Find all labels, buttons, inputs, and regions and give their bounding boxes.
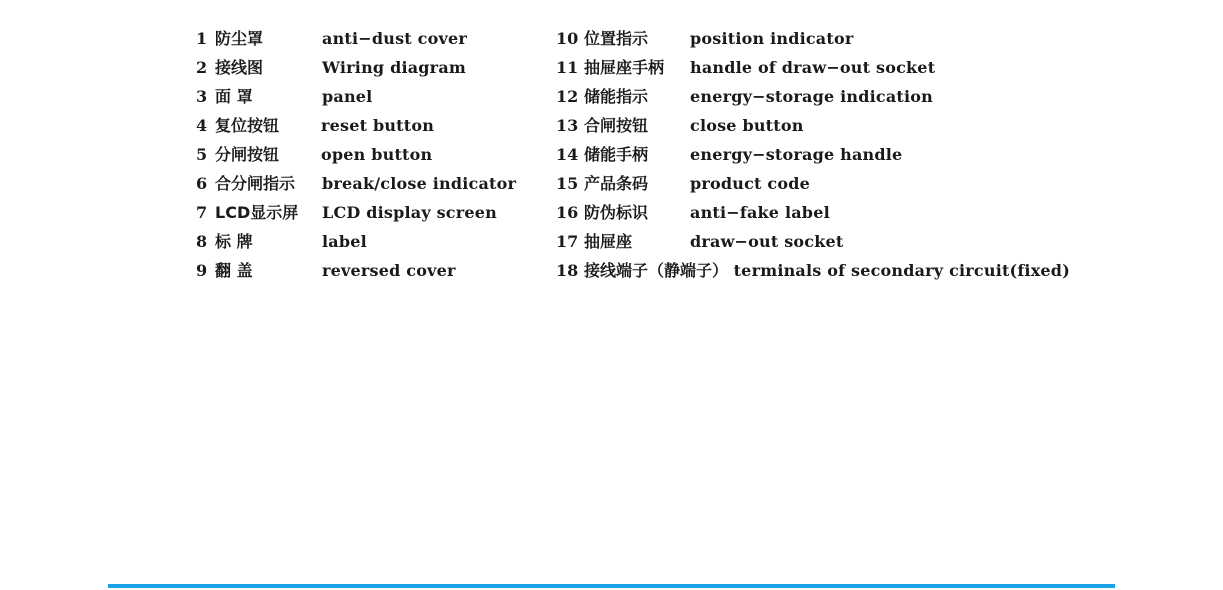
- item-chinese-label: 防伪标识: [584, 203, 649, 222]
- item-label-wrap: [584, 256, 1070, 285]
- item-number: 8: [196, 232, 208, 251]
- item-number: 15: [556, 174, 579, 193]
- item-chinese-label: 接线图: [215, 58, 264, 77]
- item-number: 2: [196, 58, 208, 77]
- footer-divider-line: [108, 584, 1115, 588]
- item-chinese-label: 产品条码: [584, 174, 649, 193]
- item-number: 9: [196, 261, 208, 280]
- item-number: 13: [556, 116, 579, 135]
- item-chinese-label: 分闸按钮: [215, 145, 280, 164]
- item-chinese-label: 合分闸指示: [215, 174, 296, 193]
- item-chinese-label: 接线端子（静端子）: [584, 261, 729, 280]
- item-chinese-label: 翻 盖: [215, 261, 253, 280]
- item-chinese-label: 防尘罩: [215, 29, 264, 48]
- item-english-label: anti−fake label: [690, 203, 830, 222]
- item-number: 18: [556, 261, 579, 280]
- item-chinese-label: 标 牌: [215, 232, 253, 251]
- item-english-label: product code: [690, 174, 810, 193]
- item-number: 10: [556, 29, 579, 48]
- item-english-label: open button: [321, 145, 433, 164]
- item-number: 4: [196, 116, 208, 135]
- item-english-label: label: [322, 232, 367, 251]
- item-chinese-label: 储能手柄: [584, 145, 649, 164]
- item-number: 14: [556, 145, 579, 164]
- item-chinese-label: 抽屉座手柄: [584, 58, 665, 77]
- item-english-label: LCD display screen: [322, 203, 497, 222]
- item-number: 5: [196, 145, 208, 164]
- item-english-label: close button: [690, 116, 804, 135]
- item-chinese-label: 抽屉座: [584, 232, 633, 251]
- item-chinese-label: 面 罩: [215, 87, 253, 106]
- item-english-label: energy−storage handle: [690, 145, 903, 164]
- item-english-label: terminals of secondary circuit(fixed): [733, 261, 1070, 280]
- item-english-label: reversed cover: [322, 261, 456, 280]
- item-number: 17: [556, 232, 579, 251]
- item-number: 6: [196, 174, 208, 193]
- item-chinese-label: 储能指示: [584, 87, 649, 106]
- item-english-label: Wiring diagram: [322, 58, 467, 77]
- item-english-label: energy−storage indication: [690, 87, 933, 106]
- item-number: 7: [196, 203, 208, 222]
- item-chinese-label: 复位按钮: [215, 116, 280, 135]
- item-english-label: draw−out socket: [690, 232, 844, 251]
- item-english-label: reset button: [321, 116, 435, 135]
- item-english-label: break/close indicator: [322, 174, 517, 193]
- item-english-label: panel: [322, 87, 373, 106]
- item-english-label: anti−dust cover: [322, 29, 467, 48]
- item-chinese-label: 位置指示: [584, 29, 649, 48]
- item-english-label: position indicator: [690, 29, 854, 48]
- item-chinese-label: LCD显示屏: [215, 203, 299, 222]
- item-number: 1: [196, 29, 208, 48]
- item-number: 3: [196, 87, 208, 106]
- item-chinese-label: 合闸按钮: [584, 116, 649, 135]
- item-number: 11: [556, 58, 579, 77]
- item-english-label: handle of draw−out socket: [690, 58, 936, 77]
- item-number: 12: [556, 87, 579, 106]
- item-number: 16: [556, 203, 579, 222]
